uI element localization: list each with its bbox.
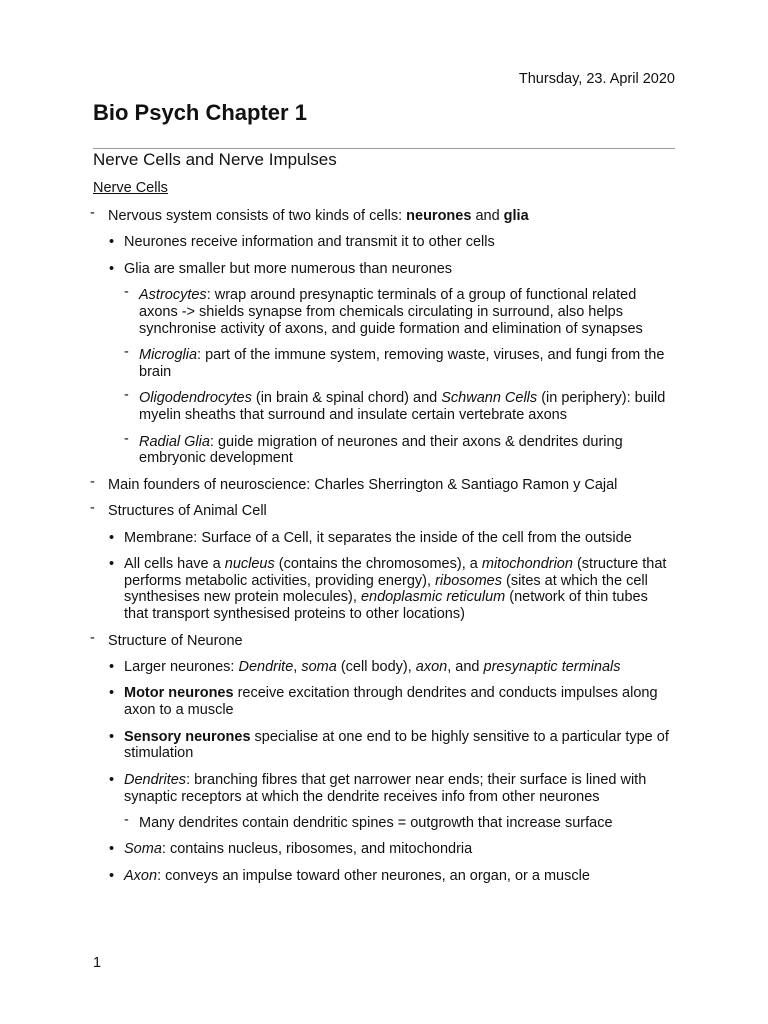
section-heading: Nerve Cells and Nerve Impulses bbox=[93, 150, 337, 169]
text-run: Astrocytes bbox=[139, 287, 207, 304]
page-number: 1 bbox=[93, 955, 102, 971]
text-run: Oligodendrocytes bbox=[139, 390, 252, 407]
list-item-text bbox=[124, 556, 675, 623]
text-run: (sites at which the cell synthesises new protein molecules), bbox=[124, 572, 648, 606]
text-run: presynaptic terminals bbox=[483, 659, 621, 676]
text-run: (contains the chromosomes), a bbox=[274, 555, 482, 572]
text-run: and bbox=[471, 208, 504, 224]
text-run: Motor neurones bbox=[124, 685, 234, 702]
list-item bbox=[93, 772, 675, 806]
text-run: : conveys an impulse toward other neurones, an organ, or a muscle bbox=[157, 867, 590, 884]
text-run: receive excitation through dendrites and conducts impulses along axon to a muscle bbox=[124, 685, 658, 719]
list-item bbox=[93, 344, 675, 381]
text-run: Glia are smaller but more numerous than neurones bbox=[124, 260, 453, 277]
text-run: Neurones receive information and transmit it to other cells bbox=[124, 234, 495, 251]
bullet-marker: • bbox=[109, 867, 115, 884]
text-run: ribosomes bbox=[435, 572, 502, 589]
text-run: All cells have a bbox=[124, 555, 225, 572]
list-item-text bbox=[108, 503, 675, 520]
text-run: : branching fibres that get narrower near ends; their surface is lined with synaptic receptors at which the dendrite receives info from other neurones bbox=[124, 771, 647, 805]
text-run: , and bbox=[447, 659, 484, 676]
list-item bbox=[93, 868, 675, 885]
dash-marker: - bbox=[90, 629, 95, 646]
text-run: Radial Glia bbox=[139, 433, 210, 450]
list-item bbox=[93, 812, 675, 832]
text-run: nucleus bbox=[224, 555, 275, 572]
text-run: axon bbox=[415, 659, 448, 676]
text-run: Nervous system consists of two kinds of cells: bbox=[108, 208, 407, 224]
dash-marker: - bbox=[124, 344, 129, 361]
text-run: (structure that performs metabolic activities, providing energy), bbox=[124, 555, 667, 589]
dash-marker: - bbox=[90, 205, 95, 221]
text-run: , bbox=[293, 659, 302, 676]
list-item bbox=[93, 430, 675, 468]
list-item bbox=[93, 659, 675, 676]
list-item bbox=[93, 841, 675, 858]
text-run: Soma bbox=[124, 841, 162, 858]
list-item bbox=[93, 685, 675, 719]
notes-list bbox=[90, 205, 675, 894]
list-item-text bbox=[139, 815, 675, 832]
bullet-marker: • bbox=[109, 841, 115, 858]
list-item bbox=[93, 234, 675, 251]
list-item bbox=[93, 261, 675, 278]
text-run: (in brain & spinal chord) and bbox=[251, 390, 442, 407]
list-item bbox=[93, 556, 675, 623]
list-item-text bbox=[108, 208, 675, 225]
text-run: Structure of Neurone bbox=[108, 632, 243, 649]
note-date: Thursday, 23. April 2020 bbox=[518, 71, 675, 87]
list-item-text bbox=[108, 633, 675, 650]
dash-marker: - bbox=[90, 473, 95, 490]
bullet-marker: • bbox=[109, 260, 115, 277]
bullet-marker: • bbox=[109, 555, 115, 572]
bullet-marker: • bbox=[109, 529, 115, 546]
list-item-text bbox=[124, 772, 675, 806]
text-run: (network of thin tubes that transport synthesised proteins to other locations) bbox=[124, 589, 648, 623]
text-run: mitochondrion bbox=[481, 555, 573, 572]
list-item bbox=[93, 729, 675, 763]
bullet-marker: • bbox=[109, 728, 115, 745]
list-item-text bbox=[139, 347, 675, 381]
bullet-marker: • bbox=[109, 685, 115, 702]
list-item bbox=[90, 500, 675, 520]
list-item-text bbox=[139, 390, 675, 424]
text-run: Dendrites bbox=[124, 771, 187, 788]
text-run: Main founders of neuroscience: Charles Sherrington & Santiago Ramon y Cajal bbox=[108, 476, 618, 493]
text-run: Structures of Animal Cell bbox=[108, 503, 267, 520]
text-run: Many dendrites contain dendritic spines = outgrowth that increase surface bbox=[139, 815, 613, 832]
list-item-text bbox=[124, 685, 675, 719]
text-run: : wrap around presynaptic terminals of a group of functional related axons -> shields synapse from chemicals circulating in surround, also helps synchronise activity of axons, and guide formation and elimination of synapses bbox=[139, 287, 643, 337]
dash-marker: - bbox=[124, 812, 129, 829]
list-item-text bbox=[108, 477, 675, 494]
text-run: Axon bbox=[124, 867, 158, 884]
list-item-text bbox=[124, 868, 675, 885]
bullet-marker: • bbox=[109, 659, 115, 676]
text-run: : contains nucleus, ribosomes, and mitochondria bbox=[161, 841, 473, 858]
text-run: soma bbox=[301, 659, 337, 676]
list-item-text bbox=[124, 234, 675, 251]
list-item bbox=[93, 387, 675, 424]
text-run: neurones bbox=[406, 208, 472, 224]
list-item bbox=[93, 284, 675, 337]
text-run: specialise at one end to be highly sensitive to a particular type of stimulation bbox=[124, 728, 669, 762]
list-item-text bbox=[124, 841, 675, 858]
text-run: Dendrite bbox=[238, 659, 294, 676]
list-item-text bbox=[139, 287, 675, 337]
list-item-text bbox=[124, 530, 675, 547]
dash-marker: - bbox=[124, 430, 129, 447]
bullet-marker: • bbox=[109, 234, 115, 251]
dash-marker: - bbox=[124, 284, 129, 301]
list-item bbox=[90, 205, 675, 225]
text-run: Microglia bbox=[139, 347, 198, 364]
list-item bbox=[90, 629, 675, 650]
subsection-heading: Nerve Cells bbox=[93, 180, 168, 196]
text-run: Sensory neurones bbox=[124, 728, 251, 745]
page-title: Bio Psych Chapter 1 bbox=[93, 100, 307, 125]
dash-marker: - bbox=[90, 500, 95, 517]
bullet-marker: • bbox=[109, 771, 115, 788]
text-run: Membrane: Surface of a Cell, it separates the inside of the cell from the outside bbox=[124, 529, 632, 546]
list-item-text bbox=[139, 434, 675, 468]
list-item-text bbox=[124, 729, 675, 763]
list-item-text bbox=[124, 659, 675, 676]
text-run: Larger neurones: bbox=[124, 659, 239, 676]
text-run: : part of the immune system, removing waste, viruses, and fungi from the brain bbox=[139, 347, 665, 380]
dash-marker: - bbox=[124, 387, 129, 404]
text-run: endoplasmic reticulum bbox=[360, 589, 506, 606]
text-run: Schwann Cells bbox=[441, 390, 538, 407]
text-run: (cell body), bbox=[336, 659, 416, 676]
text-run: (in periphery): build myelin sheaths that surround and insulate certain vertebrate axons bbox=[139, 390, 666, 424]
text-run: glia bbox=[503, 208, 529, 224]
list-item bbox=[93, 530, 675, 547]
list-item bbox=[90, 473, 675, 494]
text-run: : guide migration of neurones and their axons & dendrites during embryonic development bbox=[139, 433, 623, 467]
list-item-text bbox=[124, 261, 675, 278]
